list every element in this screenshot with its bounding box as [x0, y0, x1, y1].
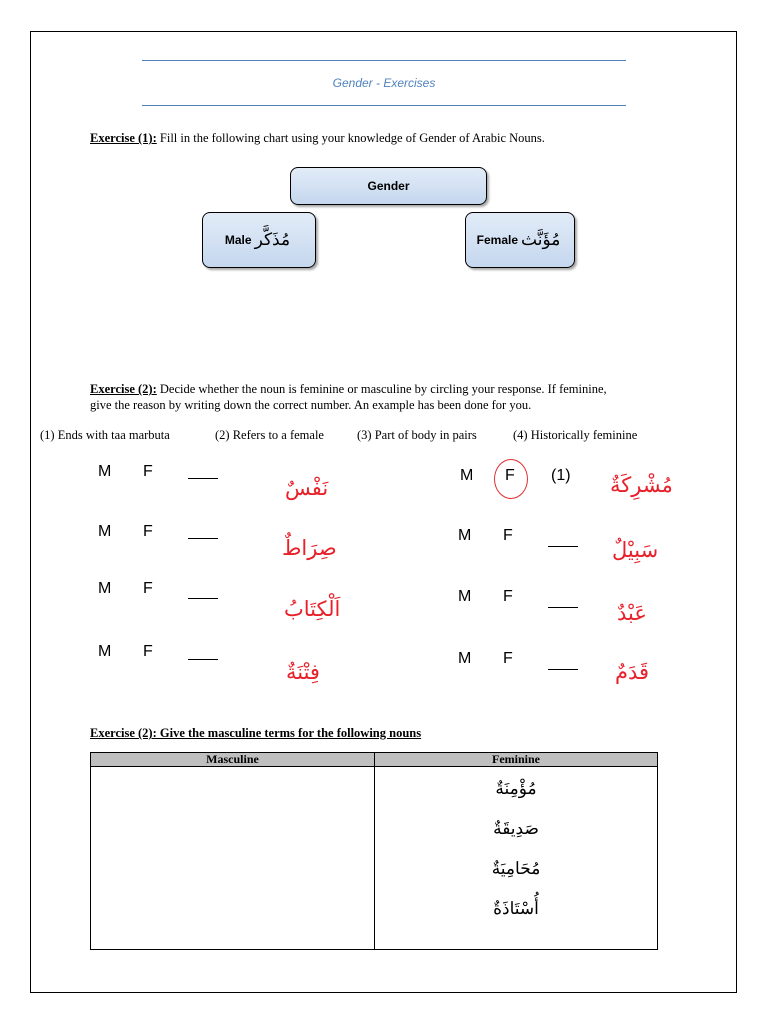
exercise3-label: Exercise (2): Give the masculine terms for the following nouns — [90, 726, 422, 740]
male-label-ar: مُذَكَّر — [254, 230, 291, 250]
feminine-item: أُسْتَاذَةٌ — [493, 899, 539, 919]
exercise2-label: Exercise (2): — [90, 382, 157, 396]
title-rule-bottom — [142, 105, 626, 106]
row-r4-word: قَدَمٌ — [615, 660, 650, 684]
feminine-item: صَدِيقَةٌ — [493, 819, 539, 839]
row-r1-word: مُشْرِكَةٌ — [610, 473, 673, 497]
row-r1-m[interactable]: M — [460, 467, 474, 484]
feminine-list-cell — [375, 767, 658, 950]
gender-root-label: Gender — [367, 179, 410, 193]
row-r3-m[interactable]: M — [458, 588, 472, 605]
masculine-feminine-table — [90, 752, 658, 950]
feminine-item: مُؤْمِنَةٌ — [495, 779, 537, 799]
row-r2-blank[interactable] — [548, 546, 578, 547]
col-header-feminine: Feminine — [375, 753, 658, 767]
female-box — [465, 212, 575, 268]
row-l1-m[interactable]: M — [98, 463, 112, 480]
reason-2: (2) Refers to a female — [215, 428, 324, 442]
row-l1-blank[interactable] — [188, 478, 218, 479]
row-l1-word: نَفْسٌ — [285, 476, 329, 500]
masculine-answer-cell[interactable] — [91, 767, 375, 950]
male-box — [202, 212, 316, 268]
row-r3-f[interactable]: F — [503, 588, 513, 605]
row-l3-m[interactable]: M — [98, 580, 112, 597]
male-label-en: Male — [224, 233, 252, 247]
row-r4-m[interactable]: M — [458, 650, 472, 667]
row-l3-blank[interactable] — [188, 598, 218, 599]
exercise2-line2: give the reason by writing down the correct number. An example has been done for you. — [90, 398, 532, 412]
example-answer: (1) — [551, 467, 571, 484]
reason-4: (4) Historically feminine — [513, 428, 638, 442]
row-l4-f[interactable]: F — [143, 643, 153, 660]
feminine-item: مُحَامِيَةٌ — [491, 859, 541, 879]
row-r2-f[interactable]: F — [503, 527, 513, 544]
female-label-ar: مُؤَنَّث — [521, 230, 561, 250]
page-title: Gender - Exercises — [332, 76, 436, 90]
reason-1: (1) Ends with taa marbuta — [40, 428, 170, 442]
exercise1-instruction — [90, 130, 545, 146]
row-l4-blank[interactable] — [188, 659, 218, 660]
row-l2-blank[interactable] — [188, 538, 218, 539]
row-l2-m[interactable]: M — [98, 523, 112, 540]
row-r3-word: عَبْدٌ — [617, 601, 647, 625]
row-r3-blank[interactable] — [548, 607, 578, 608]
row-l2-word: صِرَاطٌ — [282, 536, 337, 560]
row-l2-f[interactable]: F — [143, 523, 153, 540]
row-l1-f[interactable]: F — [143, 463, 153, 480]
exercise1-text: Fill in the following chart using your knowledge of Gender of Arabic Nouns. — [156, 131, 545, 145]
row-r1-f[interactable]: F — [505, 467, 515, 484]
row-l4-m[interactable]: M — [98, 643, 112, 660]
exercise2-instruction — [90, 381, 690, 413]
row-l3-word: اَلْكِتَابُ — [284, 597, 341, 621]
row-l3-f[interactable]: F — [143, 580, 153, 597]
exercise2-line1: Decide whether the noun is feminine or masculine by circling your response. If feminine, — [156, 382, 607, 396]
row-r2-word: سَبِيْلٌ — [612, 538, 659, 562]
row-r4-f[interactable]: F — [503, 650, 513, 667]
title-rule-top — [142, 60, 626, 61]
exercise3-instruction — [90, 725, 421, 741]
exercise1-label: Exercise (1): — [90, 131, 157, 145]
row-l4-word: فِتْنَةٌ — [286, 660, 320, 684]
gender-root-box — [290, 167, 487, 205]
reason-3: (3) Part of body in pairs — [357, 428, 477, 442]
row-r4-blank[interactable] — [548, 669, 578, 670]
female-label-en: Female — [476, 233, 519, 247]
col-header-masculine: Masculine — [91, 753, 375, 767]
row-r2-m[interactable]: M — [458, 527, 472, 544]
